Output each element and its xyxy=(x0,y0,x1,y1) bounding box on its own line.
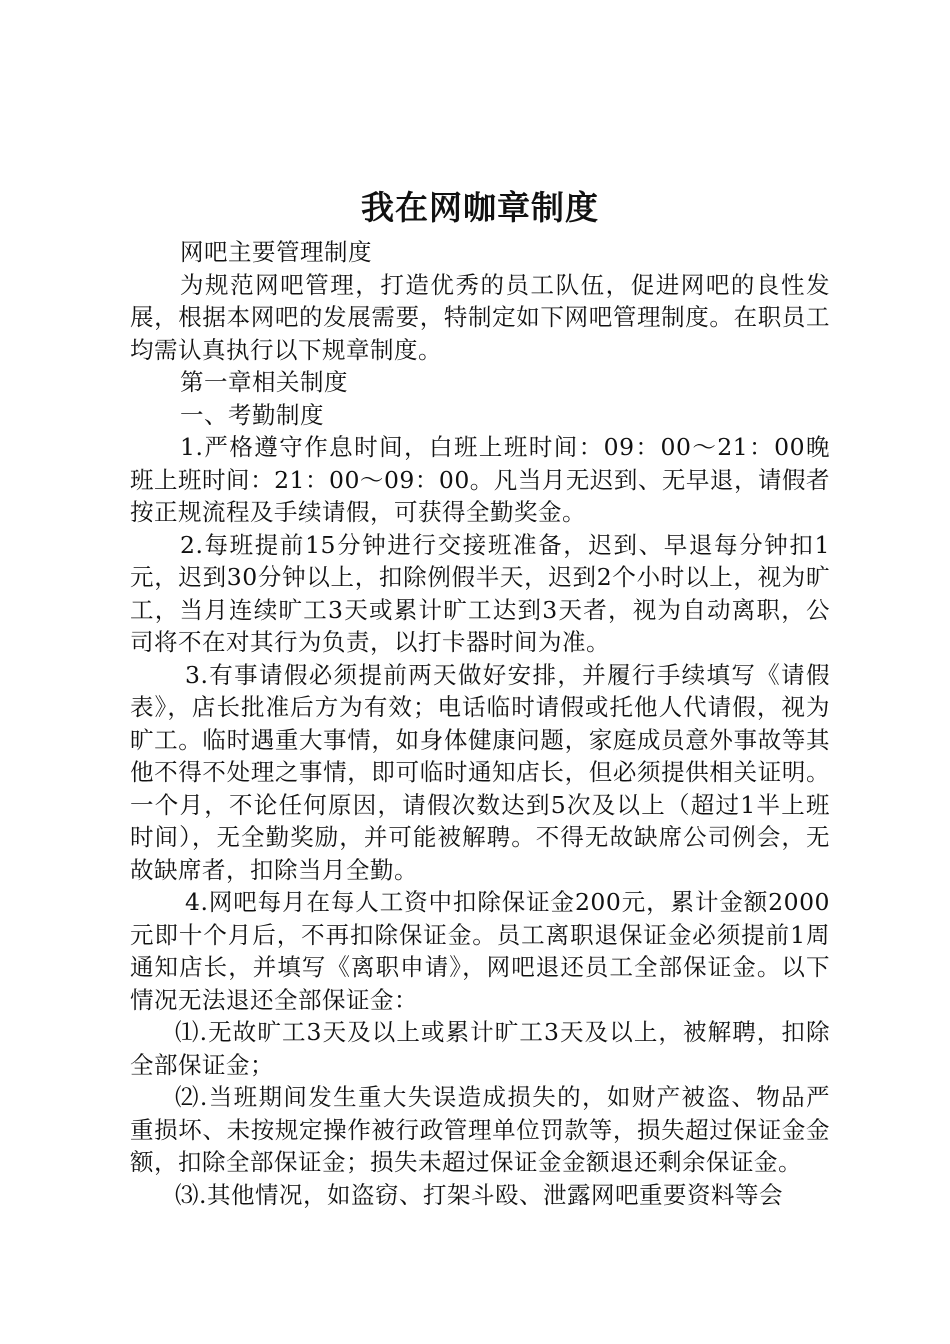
chapter-heading: 第一章相关制度 xyxy=(180,368,348,396)
intro-paragraph: 为规范网吧管理，打造优秀的员工队伍，促进网吧的良性发展，根据本网吧的发展需要，特制定如下网吧管理制度。在职员工均需认真执行以下规章制度。 xyxy=(130,270,830,364)
sub-item-2: ⑵.当班期间发生重大失误造成损失的，如财产被盗、物品严重损坏、未按规定操作被行政管理单位罚款等，损失超过保证金金额，扣除全部保证金；损失未超过保证金金额退还剩余保证金。 xyxy=(130,1083,830,1176)
rule-item-1: 1.严格遵守作息时间，白班上班时间：09：00～21：00晚班上班时间：21：00～09：00。凡当月无迟到、无早退，请假者按正规流程及手续请假，可获得全勤奖金。 xyxy=(130,433,830,526)
rule-item-2: 2.每班提前15分钟进行交接班准备，迟到、早退每分钟扣1元，迟到30分钟以上，扣除例假半天，迟到2个小时以上，视为旷工，当月连续旷工3天或累计旷工达到3天者，视为自动离职，公司将不在对其行为负责，以打卡器时间为准。 xyxy=(130,530,830,656)
section-heading: 网吧主要管理制度 xyxy=(180,238,372,266)
document-title: 我在网咖章制度 xyxy=(361,188,599,227)
subsection-heading: 一、考勤制度 xyxy=(180,400,324,429)
sub-item-1: ⑴.无故旷工3天及以上或累计旷工3天及以上，被解聘，扣除全部保证金； xyxy=(130,1018,830,1079)
rule-item-4: 4.网吧每月在每人工资中扣除保证金200元，累计金额2000元即十个月后，不再扣除保证金。员工离职退保证金必须提前1周通知店长，并填写《离职申请》，网吧退还员工全部保证金。以下情况无法退还全部保证金： xyxy=(130,888,830,1014)
rule-item-3: 3.有事请假必须提前两天做好安排，并履行手续填写《请假表》，店长批准后方为有效；电话临时请假或托他人代请假，视为旷工。临时遇重大事情，如身体健康问题，家庭成员意外事故等其他不得不处理之事情，即可临时通知店长，但必须提供相关证明。一个月，不论任何原因，请假次数达到5次及以上（超过1半上班时间），无全勤奖励，并可能被解聘。不得无故缺席公司例会，无故缺席者，扣除当月全勤。 xyxy=(130,660,830,884)
sub-item-3: ⑶.其他情况，如盗窃、打架斗殴、泄露网吧重要资料等会 xyxy=(175,1180,783,1209)
document-page xyxy=(130,180,830,1211)
